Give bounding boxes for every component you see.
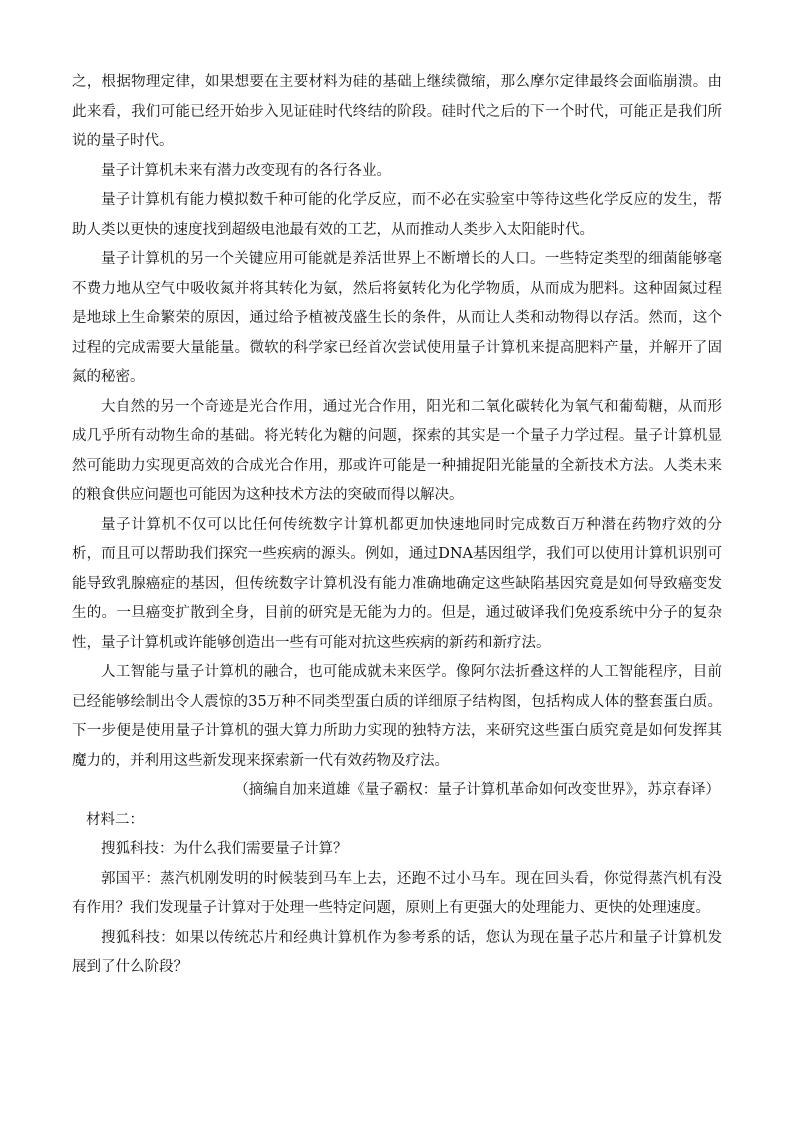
paragraph-chemistry: 量子计算机有能力模拟数千种可能的化学反应，而不必在实验室中等待这些化学反应的发生，帮助人类以更快的速度找到超级电池最有效的工艺，从而推动人类步入太阳能时代。: [72, 192, 722, 238]
source-citation: （摘编自加来道雄《量子霸权：量子计算机革命如何改变世界》，苏京春译）: [234, 782, 720, 798]
paragraph-medicine: 量子计算机不仅可以比任何传统数字计算机都更加快速地同时完成数百万种潜在药物疗效的分析，而且可以帮助我们探究一些疾病的源头。例如，通过DNA基因组学，我们可以使用计算机识别可能导致乳腺癌症的基因，但传统数字计算机没有能力准确地确定这些缺陷基因究竟是如何导致癌变发生的。一旦癌变扩散到全身，目前的研究是无能为力的。但是，通过破译我们免疫系统中分子的复杂性，量子计算机或许能够创造出一些有可能对抗这些疾病的新药和新疗法。: [72, 516, 722, 651]
document-page: [72, 68, 722, 983]
paragraph-photosynthesis: 大自然的另一个奇迹是光合作用，通过光合作用，阳光和二氧化碳转化为氧气和葡萄糖，从而形成几乎所有动物生命的基础。将光转化为糖的问题，探索的其实是一个量子力学过程。量子计算机显然可能助力实现更高效的合成光合作用，那或许可能是一种捕捉阳光能量的全新技术方法。人类未来的粮食供应问题也可能因为这种技术方法的突破而得以解决。: [72, 398, 722, 503]
dialogue-answer-1: 郭国平：蒸汽机刚发明的时候装到马车上去，还跑不过小马车。现在回头看，你觉得蒸汽机有没有作用？我们发现量子计算对于处理一些特定问题，原则上有更强大的处理能力、更快的处理速度。: [72, 870, 722, 916]
material-two-label: 材料二：: [86, 811, 144, 828]
paragraph-ai: 人工智能与量子计算机的融合，也可能成就未来医学。像阿尔法折叠这样的人工智能程序，目前已经能够绘制出令人震惊的35万种不同类型蛋白质的详细原子结构图，包括构成人体的整套蛋白质。下一步便是使用量子计算机的强大算力所助力实现的独特方法，来研究这些蛋白质究竟是如何发挥其魔力的，并利用这些新发现来探索新一代有效药物及疗法。: [72, 664, 722, 769]
paragraph-nitrogen: 量子计算机的另一个关键应用可能就是养活世界上不断增长的人口。一些特定类型的细菌能够毫不费力地从空气中吸收氮并将其转化为氨，然后将氨转化为化学物质，从而成为肥料。这种固氮过程是地球上生命繁荣的原因，通过给予植被茂盛生长的条件，从而让人类和动物得以存活。然而，这个过程的完成需要大量能量。微软的科学家已经首次尝试使用量子计算机来提高肥料产量，并解开了固氮的秘密。: [72, 251, 722, 385]
dialogue-question-2: 搜狐科技：如果以传统芯片和经典计算机作为参考系的话，您认为现在量子芯片和量子计算机发展到了什么阶段？: [72, 929, 722, 975]
paragraph-silicon-era: 之，根据物理定律，如果想要在主要材料为硅的基础上继续微缩，那么摩尔定律最终会面临崩溃。由此来看，我们可能已经开始步入见证硅时代终结的阶段。硅时代之后的下一个时代，可能正是我们所说的量子时代。: [72, 74, 722, 149]
paragraph-industries: 量子计算机未来有潜力改变现有的各行各业。: [101, 162, 391, 179]
dialogue-question-1: 搜狐科技：为什么我们需要量子计算？: [101, 841, 348, 857]
